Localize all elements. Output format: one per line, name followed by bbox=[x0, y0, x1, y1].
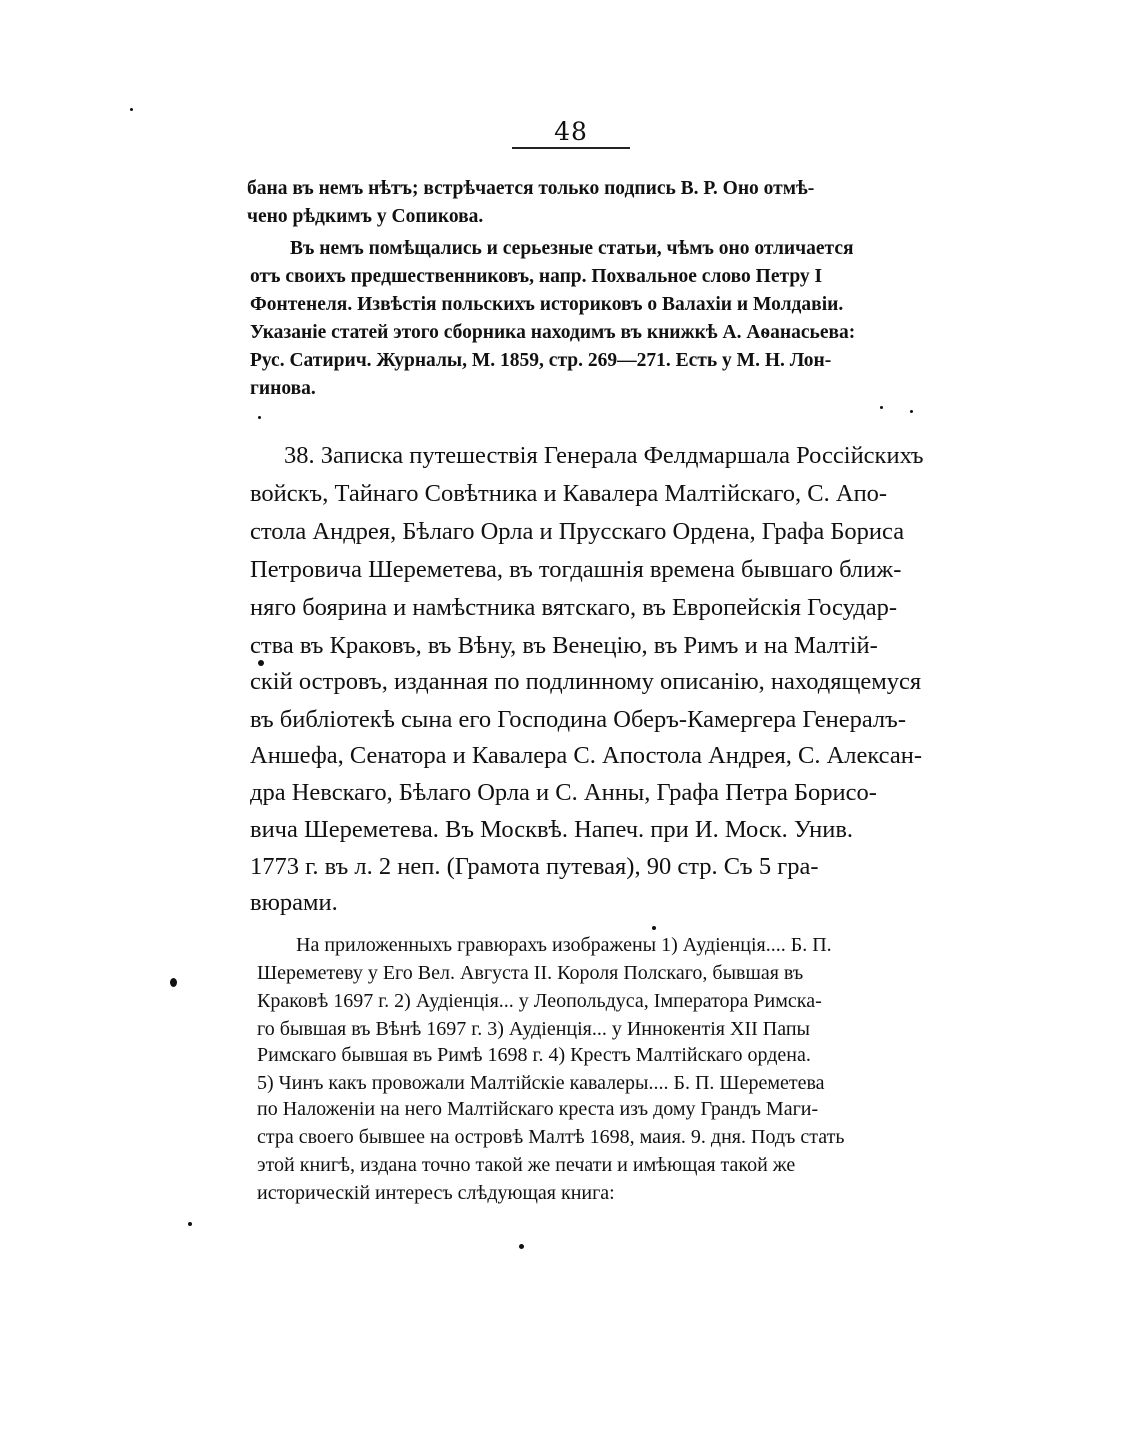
scan-speck bbox=[188, 1222, 192, 1226]
entry-38-line-13: вюрами. bbox=[250, 889, 338, 916]
scan-speck bbox=[130, 108, 133, 111]
entry-38-line-11: вича Шереметева. Въ Москвѣ. Напеч. при И. Моск. Унив. bbox=[250, 816, 854, 843]
scan-speck bbox=[880, 406, 883, 409]
notes-line-2: отъ своихъ предшественниковъ, напр. Похвальное слово Петру I bbox=[250, 266, 823, 287]
engravings-line-4: го бывшая въ Вѣнѣ 1697 г. 3) Аудіенція... у Иннокентія XII Папы bbox=[257, 1018, 810, 1040]
notes-line-3: Фонтенеля. Извѣстія польскихъ историковъ о Валахіи и Молдавіи. bbox=[250, 294, 844, 315]
header-rule bbox=[512, 147, 630, 149]
scan-speck bbox=[910, 410, 913, 413]
engravings-line-8: стра своего бывшее на островѣ Малтѣ 1698, маия. 9. дня. Подъ стать bbox=[257, 1126, 845, 1148]
entry-38-line-12: 1773 г. въ л. 2 неп. (Грамота путевая), 90 стр. Съ 5 гра- bbox=[250, 853, 819, 880]
scan-speck bbox=[258, 660, 264, 666]
entry-38-line-3: стола Андрея, Бѣлаго Орла и Прусскаго Ордена, Графа Бориса bbox=[250, 518, 905, 545]
page-number: 48 bbox=[554, 117, 588, 146]
top-line-2: чено рѣдкимъ у Сопикова. bbox=[247, 206, 484, 227]
entry-38-line-4: Петровича Шереметева, въ тогдашнія времена бывшаго ближ- bbox=[250, 556, 902, 583]
entry-38-line-1: 38. Записка путешествія Генерала Фелдмаршала Россійскихъ bbox=[284, 442, 924, 469]
entry-38-line-5: няго боярина и намѣстника вятскаго, въ Европейскія Государ- bbox=[250, 594, 898, 621]
scan-speck bbox=[170, 978, 177, 987]
engravings-line-9: этой книгѣ, издана точно такой же печати и имѣющая такой же bbox=[257, 1154, 796, 1176]
notes-line-4: Указаніе статей этого сборника находимъ въ книжкѣ А. Аѳанасьева: bbox=[250, 322, 856, 343]
notes-line-6: гинова. bbox=[250, 378, 316, 399]
entry-38-line-8: въ библіотекѣ сына его Господина Оберъ-Камергера Генералъ- bbox=[250, 706, 906, 733]
engravings-line-10: историческій интересъ слѣдующая книга: bbox=[257, 1182, 615, 1204]
engravings-line-2: Шереметеву у Его Вел. Августа II. Короля Полскаго, бывшая въ bbox=[257, 962, 804, 984]
engravings-line-3: Краковѣ 1697 г. 2) Аудіенція... у Леопольдуса, Імператора Римска- bbox=[257, 990, 822, 1012]
notes-line-5: Рус. Сатирич. Журналы, М. 1859, стр. 269—271. Есть у М. Н. Лон- bbox=[250, 350, 832, 371]
scan-speck bbox=[652, 926, 656, 930]
notes-line-1: Въ немъ помѣщались и серьезные статьи, чѣмъ оно отличается bbox=[290, 238, 854, 259]
scan-speck bbox=[519, 1244, 524, 1249]
entry-38-line-6: ства въ Краковъ, въ Вѣну, въ Венецію, въ Римъ и на Малтій- bbox=[250, 632, 878, 659]
engravings-line-1: На приложенныхъ гравюрахъ изображены 1) Аудіенція.... Б. П. bbox=[296, 934, 832, 956]
entry-38-line-7: скій островъ, изданная по подлинному описанію, находящемуся bbox=[250, 668, 922, 695]
entry-38-line-2: войскъ, Тайнаго Совѣтника и Кавалера Малтійскаго, С. Апо- bbox=[250, 480, 888, 507]
engravings-line-7: по Наложеніи на него Малтійскаго креста изъ дому Грандъ Маги- bbox=[257, 1098, 819, 1120]
scan-speck bbox=[258, 416, 261, 419]
entry-38-line-10: дра Невскаго, Бѣлаго Орла и С. Анны, Графа Петра Борисо- bbox=[250, 779, 877, 806]
engravings-line-6: 5) Чинъ какъ провожали Малтійскіе кавалеры.... Б. П. Шереметева bbox=[257, 1072, 825, 1094]
top-line-1: бана въ немъ нѣтъ; встрѣчается только подпись В. Р. Оно отмѣ- bbox=[247, 178, 815, 199]
entry-38-line-9: Аншефа, Сенатора и Кавалера С. Апостола Андрея, С. Алексан- bbox=[250, 742, 922, 769]
engravings-line-5: Римскаго бывшая въ Римѣ 1698 г. 4) Крестъ Малтійскаго ордена. bbox=[257, 1044, 811, 1066]
